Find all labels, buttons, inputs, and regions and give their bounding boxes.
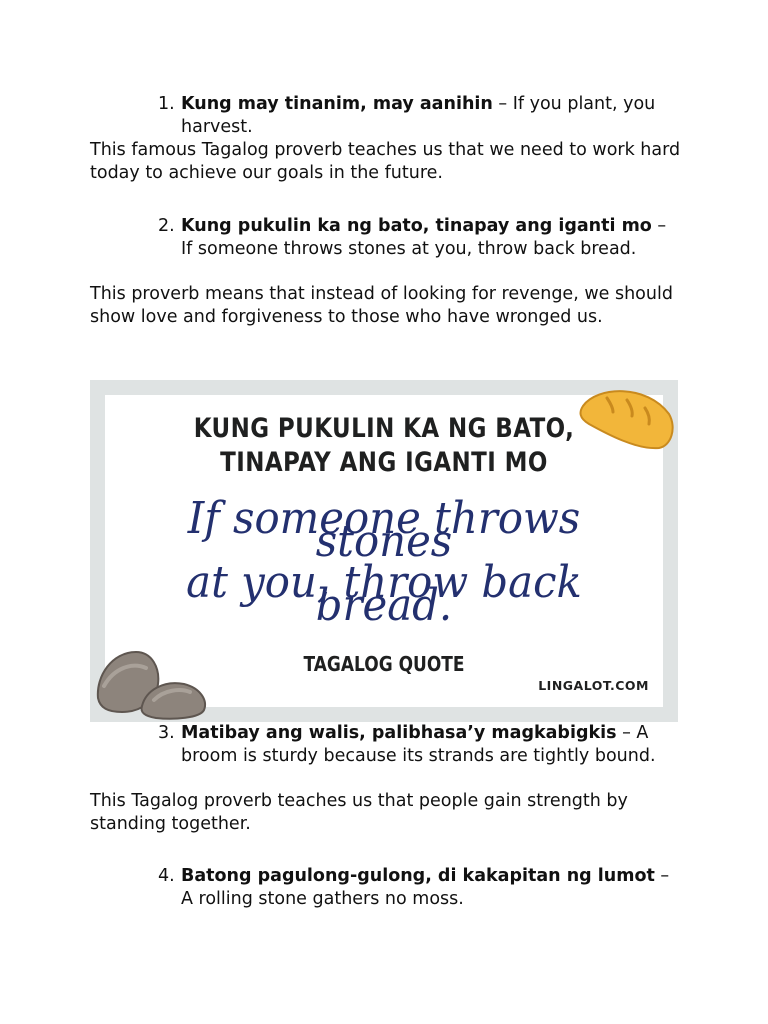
list-number: 3. (158, 723, 175, 743)
list-number: 2. (158, 216, 175, 236)
proverb-translation: – A rolling stone gathers no moss. (181, 866, 670, 909)
proverb-tagalog: Batong pagulong-gulong, di kakapitan ng lumot (181, 866, 655, 886)
quote-title-line-1: KUNG PUKULIN KA NG BATO, (193, 413, 575, 444)
proverb-translation: – If you plant, you harvest. (181, 94, 656, 137)
proverb-text (181, 93, 676, 138)
list-number: 1. (158, 94, 175, 114)
quote-label: TAGALOG QUOTE (303, 652, 465, 676)
quote-script-line-2: at you, throw back bread. (186, 557, 582, 631)
proverb-text (181, 215, 676, 260)
proverb-tagalog: Kung may tinanim, may aanihin (181, 94, 493, 114)
explanation-paragraph-3: This Tagalog proverb teaches us that people gain strength by standing together. (90, 791, 628, 834)
stones-icon (94, 646, 214, 722)
bread-icon (577, 384, 677, 454)
site-watermark: LINGALOT.COM (538, 677, 649, 693)
proverb-translation: – A broom is sturdy because its strands are tightly bound. (181, 723, 656, 766)
quote-script-line-1: If someone throws stones (187, 493, 581, 567)
proverb-tagalog: Kung pukulin ka ng bato, tinapay ang iganti mo (181, 216, 652, 236)
proverb-tagalog: Matibay ang walis, palibhasa’y magkabigkis (181, 723, 617, 743)
list-number: 4. (158, 866, 175, 886)
proverb-text (181, 865, 676, 910)
quote-image (90, 380, 678, 722)
explanation-paragraph-2: This proverb means that instead of looking for revenge, we should show love and forgiveness to those who have wronged us. (90, 284, 673, 327)
proverb-translation: – If someone throws stones at you, throw back bread. (181, 216, 667, 259)
proverb-text (181, 722, 676, 767)
quote-title-line-2: TINAPAY ANG IGANTI MO (220, 447, 548, 478)
explanation-paragraph-1: This famous Tagalog proverb teaches us that we need to work hard today to achieve our goals in the future. (90, 140, 681, 183)
